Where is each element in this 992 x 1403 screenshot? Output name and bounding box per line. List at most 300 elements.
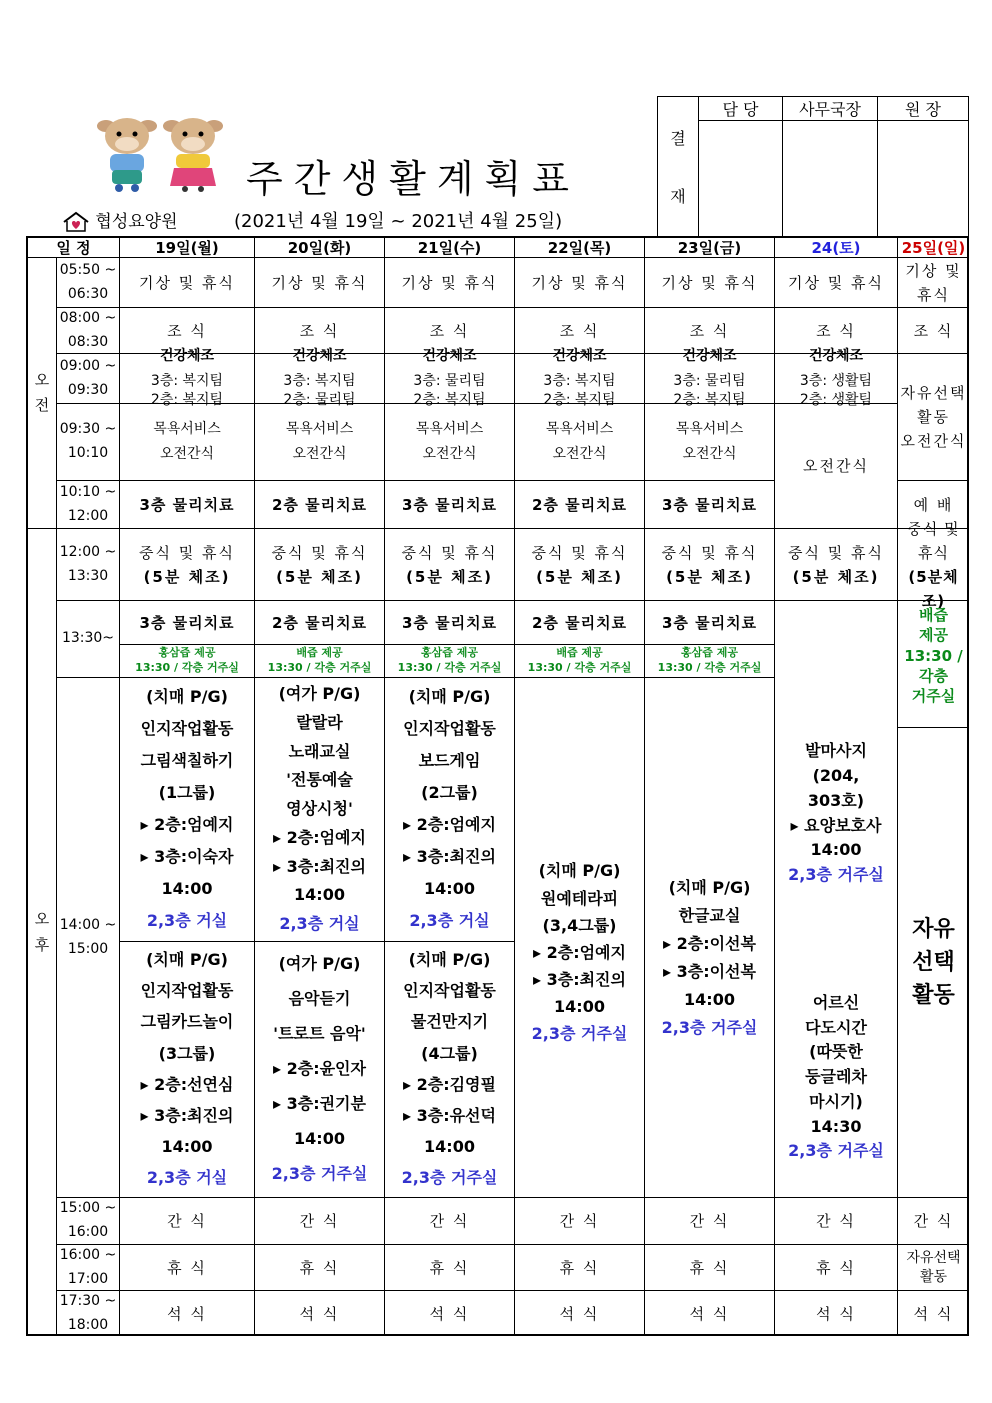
cell-text: 조 식	[913, 321, 954, 340]
program-place: 2,3층 거주실	[788, 865, 884, 885]
lunch-cell-tue	[255, 529, 385, 601]
therapy-pm-cell-tue	[255, 601, 385, 645]
cell-text: 간 식	[816, 1212, 856, 1230]
program-text: (2그룹)	[421, 783, 478, 803]
program-text: (4그룹)	[421, 1043, 478, 1063]
cell-text: 거주실	[911, 687, 956, 705]
exercise-team: 2층: 복지팀	[673, 391, 746, 408]
exercise-title: 건강체조	[159, 348, 215, 365]
pm-label	[28, 529, 57, 1336]
cell-text: 중식 및	[907, 519, 960, 538]
lunch-cell-thu	[515, 529, 645, 601]
approval-box	[657, 96, 969, 237]
cell-text: 3층 물리치료	[401, 495, 498, 514]
day-label: 21일(수)	[417, 239, 482, 257]
cell-text: 2층 물리치료	[271, 495, 368, 514]
cell-text: 목욕서비스	[285, 421, 354, 438]
program-fri	[645, 678, 775, 1198]
program-text: 그림카드놀이	[140, 1012, 234, 1032]
time-text: 08:00 ~	[59, 309, 117, 326]
cell-text: 기상 및 휴식	[661, 273, 758, 292]
am-label	[28, 258, 57, 529]
cell-text: 석 식	[429, 1304, 470, 1323]
exercise-team: 3층: 복지팀	[543, 373, 616, 390]
bath-cell-wed	[385, 404, 515, 481]
cell-text: 기상 및 휴식	[271, 273, 368, 292]
cell-text: 석 식	[299, 1304, 340, 1323]
program-text: (치매 P/G)	[538, 861, 621, 881]
program-place: 2,3층 거주실	[401, 1167, 498, 1187]
header-day-sat	[775, 238, 898, 258]
time-slot-t1	[57, 258, 120, 308]
cell-text: 휴 식	[429, 1258, 470, 1277]
program-text: '전통예술	[286, 770, 353, 790]
exercise-cell-mon	[120, 348, 255, 408]
cell-text: 휴식	[918, 543, 949, 562]
cell-text: 기상 및	[905, 261, 962, 280]
cell-text: 오전간식	[900, 432, 967, 450]
day-label: 20일(화)	[287, 239, 352, 257]
program-text: ▸ 2층:이선복	[663, 933, 756, 953]
exercise-cell-sat	[775, 348, 898, 408]
program-text: 인지작업활동	[403, 981, 496, 1001]
exercise-cell-wed	[385, 348, 515, 408]
cell-text: 석 식	[816, 1304, 856, 1323]
time-text: 12:00 ~	[59, 543, 117, 560]
cell-text: 기상 및 휴식	[139, 273, 235, 292]
program-text: 노래교실	[288, 741, 351, 761]
header-schedule-label	[28, 238, 120, 258]
program-text: (3,4그룹)	[542, 915, 617, 935]
juice-text: 홍삼즙 제공	[681, 646, 738, 660]
cell-text: 목욕서비스	[545, 421, 614, 438]
time-text: 08:30	[67, 333, 109, 350]
approval-sign-box[interactable]	[783, 121, 878, 237]
program-thu	[515, 678, 645, 1198]
program-text: 랄랄라	[296, 712, 343, 732]
cell-text: (5분체조)	[908, 567, 959, 610]
time-text: 15:00	[67, 940, 109, 957]
cell-text: 13:30 /	[904, 646, 963, 665]
juice-text: 13:30 / 각층 거주실	[135, 661, 239, 674]
program-text: (치매 P/G)	[408, 687, 491, 707]
approval-col-manager: 담 당	[699, 97, 783, 121]
juice-cell-wed	[385, 645, 515, 678]
juice-text: 홍삼즙 제공	[158, 646, 216, 660]
program-text: 14:00	[554, 997, 605, 1017]
pm-char: 후	[34, 935, 50, 954]
dinner-cell-sat	[775, 1291, 898, 1336]
cell-text: 자유선택	[900, 384, 967, 402]
program-text: (204,	[812, 766, 860, 786]
snack-cell-sun	[898, 1198, 969, 1245]
pm-char: 오	[34, 910, 50, 928]
program-text: 선택	[912, 950, 955, 975]
cell-text: 중식 및 휴식	[271, 543, 368, 562]
program-text: 303호)	[807, 790, 865, 810]
time-text: 13:30~	[61, 630, 115, 647]
time-text: 09:30 ~	[59, 421, 117, 438]
cell-text: 조 식	[559, 321, 600, 340]
lunch-cell-mon	[120, 529, 255, 601]
cell-text: 간 식	[167, 1212, 207, 1230]
time-text: 18:00	[67, 1316, 109, 1333]
juice-cell-fri	[645, 645, 775, 678]
juice-text: 13:30 / 각층 거주실	[397, 661, 502, 674]
cell-text: 중식 및 휴식	[139, 543, 235, 562]
program-sat-foot-massage	[775, 601, 898, 898]
cell-text: 석 식	[559, 1304, 600, 1323]
time-slot-t3	[57, 354, 120, 404]
cell-text: 석 식	[167, 1304, 207, 1323]
exercise-title: 건강체조	[552, 348, 607, 365]
time-text: 10:10	[67, 445, 109, 461]
exercise-title: 건강체조	[292, 348, 347, 365]
therapy-pm-cell-fri	[645, 601, 775, 645]
lunch-cell-sun	[898, 519, 969, 610]
program-session2-mon	[120, 942, 255, 1198]
therapy-pm-cell-mon	[120, 601, 255, 645]
cell-text: 자유선택	[906, 1249, 961, 1266]
snack-cell-wed	[385, 1198, 515, 1245]
program-text: (3그룹)	[158, 1043, 216, 1063]
program-text: (여가 P/G)	[278, 954, 361, 974]
juice-text: 배즙 제공	[556, 646, 603, 660]
cell-text: (5분 체조)	[792, 567, 880, 586]
bath-cell-fri	[645, 404, 775, 481]
cell-text: 간 식	[689, 1212, 730, 1230]
time-text: 16:00	[67, 1224, 109, 1240]
cell-text: 조 식	[689, 321, 730, 340]
cell-text: (5분 체조)	[406, 567, 493, 586]
cell-text: (5분 체조)	[536, 567, 623, 586]
cell-text: 기상 및 휴식	[788, 273, 884, 292]
wake-cell-tue	[255, 258, 385, 308]
cell-text: 석 식	[913, 1304, 954, 1323]
header-label: 일 정	[56, 239, 91, 257]
program-text: (따뜻한	[809, 1042, 863, 1062]
cell-text: 조 식	[429, 321, 470, 340]
program-text: ▸ 3층:권기분	[273, 1094, 366, 1114]
exercise-team: 2층: 물리팀	[283, 391, 356, 408]
header-day-sun	[898, 238, 969, 258]
cell-text: 휴 식	[689, 1258, 730, 1277]
cell-text: 배즙	[919, 606, 948, 624]
cell-text: 휴 식	[299, 1258, 340, 1277]
header-day-mon	[120, 238, 255, 258]
juice-cell-tue	[255, 645, 385, 678]
therapy-am-cell-wed	[385, 481, 515, 529]
am-char: 오	[34, 370, 50, 389]
cell-text: 3층 물리치료	[139, 495, 235, 514]
cell-text: 2층 물리치료	[531, 613, 628, 632]
rest-cell-sun	[898, 1245, 969, 1291]
program-text: 영상시청'	[286, 799, 353, 819]
program-text: 인지작업활동	[140, 719, 234, 739]
snack-cell-mon	[120, 1198, 255, 1245]
cell-text: 각층	[919, 666, 948, 685]
cell-text: 중식 및 휴식	[788, 543, 884, 562]
cell-text: 3층 물리치료	[661, 613, 758, 632]
program-text: ▸ 3층:유선덕	[403, 1105, 496, 1125]
cell-text: 3층 물리치료	[139, 613, 235, 632]
exercise-title: 건강체조	[682, 348, 737, 365]
time-slot-t7	[57, 601, 120, 678]
therapy-am-cell-mon	[120, 481, 255, 529]
program-text: ▸ 3층:이선복	[663, 961, 756, 981]
program-text: 물건만지기	[410, 1012, 489, 1032]
time-slot-t4	[57, 404, 120, 481]
schedule-period: (2021년 4월 19일 ~ 2021년 4월 25일)	[234, 211, 563, 232]
time-slot-t8	[57, 678, 120, 1198]
program-sat-tea-time	[775, 898, 898, 1198]
cell-text: 3층 물리치료	[401, 613, 498, 632]
program-text: 인지작업활동	[140, 981, 234, 1001]
dinner-cell-thu	[515, 1291, 645, 1336]
time-text: 15:00 ~	[59, 1200, 117, 1217]
cell-text: 휴 식	[167, 1258, 207, 1277]
breakfast-cell-sun	[898, 308, 969, 354]
time-slot-t11	[57, 1291, 120, 1336]
exercise-team: 2층: 복지팀	[543, 391, 616, 408]
rest-cell-tue	[255, 1245, 385, 1291]
wake-cell-sat	[775, 258, 898, 308]
time-text: 13:30	[67, 567, 109, 584]
program-text: ▸ 요양보호사	[790, 815, 882, 835]
program-text: 인지작업활동	[403, 719, 496, 739]
time-slot-t9	[57, 1198, 120, 1245]
cell-text: 오전간식	[159, 446, 215, 462]
schedule-table	[26, 236, 969, 1336]
program-text: (치매 P/G)	[146, 950, 228, 970]
exercise-team: 3층: 복지팀	[283, 373, 356, 390]
therapy-pm-cell-thu	[515, 601, 645, 645]
cell-text: 2층 물리치료	[271, 613, 368, 632]
time-slot-t5	[57, 481, 120, 529]
cell-text: 오전간식	[682, 446, 737, 462]
program-text: 둥글레차	[805, 1067, 867, 1087]
wake-cell-wed	[385, 258, 515, 308]
exercise-cell-tue	[255, 348, 385, 408]
program-text: 자유	[912, 917, 955, 942]
dinner-cell-sun	[898, 1291, 969, 1336]
therapy-am-cell-fri	[645, 481, 775, 529]
program-place: 2,3층 거실	[279, 914, 360, 934]
cell-text: 중식 및 휴식	[401, 543, 498, 562]
cell-text: 석 식	[689, 1304, 730, 1323]
program-text: ▸ 3층:최진의	[403, 847, 496, 867]
exercise-team: 2층: 복지팀	[150, 391, 224, 408]
house-heart-logo-icon	[62, 211, 90, 233]
juice-text: 홍삼즙 제공	[421, 646, 478, 660]
exercise-team: 2층: 복지팀	[413, 391, 486, 408]
bath-cell-tue	[255, 404, 385, 481]
cell-text: 중식 및 휴식	[661, 543, 758, 562]
organization-name	[62, 207, 178, 233]
program-text: 활동	[912, 983, 955, 1008]
bath-cell-thu	[515, 404, 645, 481]
snack-cell-sat	[775, 1198, 898, 1245]
program-text: (치매 P/G)	[668, 877, 751, 897]
header-day-thu	[515, 238, 645, 258]
exercise-team: 2층: 생활팀	[799, 391, 873, 408]
cell-text: 휴 식	[816, 1258, 856, 1277]
exercise-cell-fri	[645, 348, 775, 408]
snack-cell-thu	[515, 1198, 645, 1245]
program-text: (치매 P/G)	[408, 950, 491, 970]
cell-text: 오전간식	[552, 446, 607, 462]
day-label: 24(토)	[811, 239, 861, 257]
cell-text: 간 식	[913, 1212, 954, 1230]
program-text: 원예테라피	[540, 888, 619, 908]
exercise-team: 3층: 복지팀	[150, 373, 224, 390]
cell-text: (5분 체조)	[143, 567, 231, 586]
cell-text: 기상 및 휴식	[531, 273, 628, 292]
exercise-title: 건강체조	[422, 348, 477, 365]
program-session1-mon	[120, 678, 255, 942]
program-place: 2,3층 거실	[146, 1167, 228, 1187]
cell-text: 오전간식	[422, 446, 477, 462]
program-text: ▸ 3층:이숙자	[140, 847, 234, 867]
cell-text: 목욕서비스	[415, 421, 484, 438]
program-place: 2,3층 거주실	[661, 1017, 758, 1037]
exercise-cell-thu	[515, 348, 645, 408]
exercise-team: 3층: 생활팀	[799, 373, 873, 390]
rest-cell-sat	[775, 1245, 898, 1291]
exercise-team: 3층: 물리팀	[673, 373, 746, 390]
program-text: 한글교실	[678, 905, 741, 925]
juice-text: 배즙 제공	[296, 646, 343, 660]
time-slot-t6	[57, 529, 120, 601]
cell-text: 제공	[919, 626, 948, 645]
time-text: 06:30	[67, 285, 109, 302]
time-text: 09:00 ~	[59, 357, 117, 374]
program-place: 2,3층 거실	[146, 910, 228, 930]
cell-text: 오전간식	[292, 446, 347, 462]
rest-cell-mon	[120, 1245, 255, 1291]
dinner-cell-tue	[255, 1291, 385, 1336]
program-text: 14:00	[294, 1129, 345, 1149]
rest-cell-fri	[645, 1245, 775, 1291]
mascot-icon	[92, 112, 162, 192]
cell-text: 목욕서비스	[153, 421, 221, 438]
cell-text: 휴식	[917, 285, 950, 304]
juice-cell-thu	[515, 645, 645, 678]
approval-sign-box[interactable]	[699, 121, 783, 237]
cell-text: 조 식	[299, 321, 340, 340]
time-slot-t2	[57, 308, 120, 354]
program-text: ▸ 3층:최진의	[140, 1105, 234, 1125]
lunch-cell-sat	[775, 529, 898, 601]
program-session1-tue	[255, 678, 385, 942]
time-text: 05:50 ~	[59, 261, 117, 278]
program-text: 음악듣기	[288, 989, 351, 1009]
program-place: 2,3층 거주실	[271, 1163, 368, 1183]
program-text: (치매 P/G)	[146, 687, 228, 707]
program-text: ▸ 2층:엄예지	[273, 827, 366, 847]
bath-cell-mon	[120, 404, 255, 481]
approval-col-secretary: 사무국장	[783, 97, 878, 121]
program-place: 2,3층 거주실	[788, 1141, 884, 1161]
cell-text: 간 식	[299, 1212, 340, 1230]
juice-text: 13:30 / 각층 거주실	[657, 661, 762, 674]
approval-sign-box[interactable]	[878, 121, 969, 237]
program-text: ▸ 3층:최진의	[273, 856, 366, 876]
document-header	[0, 0, 992, 236]
therapy-pm-cell-wed	[385, 601, 515, 645]
header-day-fri	[645, 238, 775, 258]
program-text: 그림색칠하기	[140, 751, 234, 771]
program-session2-wed	[385, 942, 515, 1198]
program-text: ▸ 2층:엄예지	[403, 815, 496, 835]
wake-cell-mon	[120, 258, 255, 308]
cell-text: 활동	[917, 408, 950, 426]
program-text: ▸ 2층:엄예지	[140, 815, 234, 835]
program-text: 14:00	[161, 878, 213, 898]
lunch-cell-wed	[385, 529, 515, 601]
time-text: 17:00	[67, 1270, 109, 1287]
therapy-am-cell-thu	[515, 481, 645, 529]
dinner-cell-wed	[385, 1291, 515, 1336]
program-text: 14:00	[424, 878, 475, 898]
program-text: ▸ 2층:김영필	[403, 1074, 496, 1094]
cell-text: 조 식	[816, 321, 856, 340]
cell-text: 조 식	[167, 321, 207, 340]
program-text: 14:00	[294, 885, 345, 905]
day-label: 22일(목)	[547, 239, 612, 257]
exercise-title: 건강체조	[808, 348, 864, 365]
dinner-cell-fri	[645, 1291, 775, 1336]
program-text: ▸ 2층:선연심	[140, 1074, 234, 1094]
program-session1-wed	[385, 678, 515, 942]
program-text: (1그룹)	[158, 783, 216, 803]
therapy-am-cell-tue	[255, 481, 385, 529]
header-day-wed	[385, 238, 515, 258]
time-text: 12:00	[67, 507, 109, 524]
wake-cell-sun	[898, 258, 969, 308]
program-text: ▸ 2층:엄예지	[533, 942, 626, 962]
sun-morning-cell	[898, 354, 969, 481]
program-text: 14:00	[424, 1136, 475, 1156]
juice-text: 13:30 / 각층 거주실	[267, 661, 372, 674]
am-char: 전	[34, 396, 50, 414]
snack-cell-fri	[645, 1198, 775, 1245]
program-text: 보드게임	[418, 751, 481, 771]
juice-cell-mon	[120, 645, 255, 678]
program-place: 2,3층 거주실	[531, 1024, 628, 1044]
mascot-icon	[158, 112, 228, 192]
approval-side-label: 결 재	[658, 97, 699, 237]
cell-text: 중식 및 휴식	[531, 543, 628, 562]
day-label: 19일(월)	[155, 239, 219, 257]
program-text: 14:00	[161, 1136, 213, 1156]
time-text: 14:00 ~	[59, 916, 117, 933]
exercise-team: 3층: 물리팀	[413, 373, 486, 390]
cell-text: 목욕서비스	[675, 421, 744, 438]
cell-text: (5분 체조)	[276, 567, 363, 586]
sat-morning-snack-cell	[775, 404, 898, 529]
program-text: 14:30	[810, 1116, 862, 1136]
program-text: ▸ 3층:최진의	[533, 970, 626, 990]
wake-cell-fri	[645, 258, 775, 308]
juice-text: 13:30 / 각층 거주실	[527, 661, 632, 674]
program-text: 발마사지	[805, 741, 867, 761]
time-slot-t10	[57, 1245, 120, 1291]
lunch-cell-fri	[645, 529, 775, 601]
program-place: 2,3층 거실	[409, 910, 490, 930]
program-text: 14:00	[684, 989, 735, 1009]
cell-text: 간 식	[559, 1212, 600, 1230]
